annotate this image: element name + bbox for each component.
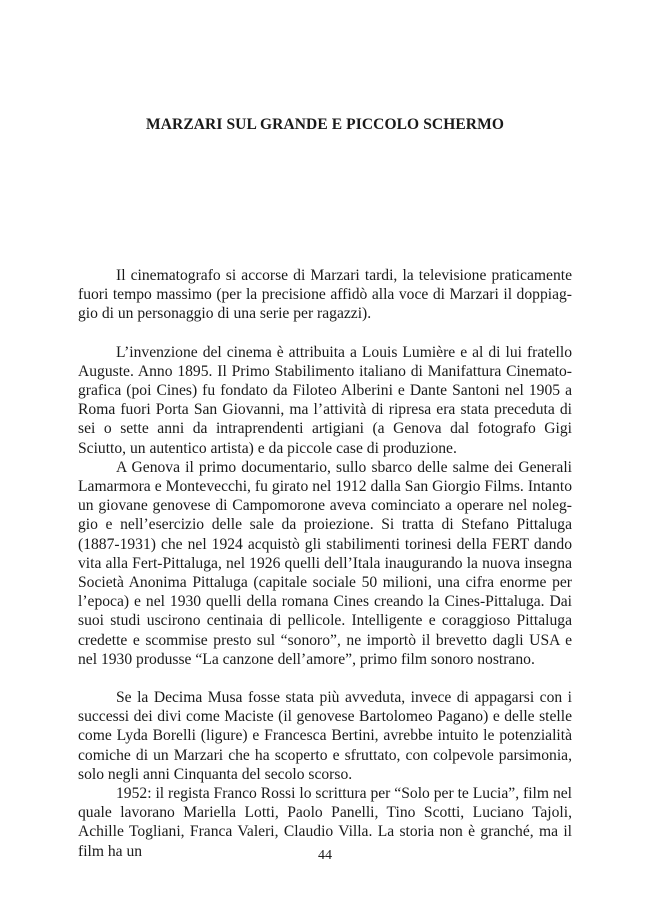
paragraph-intro: Il cinematografo si accorse di Marzari tardi, la televisione praticamente fuori tempo massimo (per la precisione affidò alla voce di Marzari il doppiaggio di un personaggio di una serie per ragazzi). — [78, 267, 572, 323]
paragraph-invention: L’invenzione del cinema è attribuita a Louis Lumière e al di lui fratello Auguste. Anno 1895. Il Primo Stabilimento italiano di Manifattura Cinematografica (poi Cines) fu fondato da Filoteo Alberini e Dante Santoni nel 1905 a Roma fuori Porta San Giovanni, ma l’attività di ripresa era stata preceduta di sei o sette anni da intraprendenti artigiani (a Genova dal fotografo Gigi Sciutto, un autentico artista) e da piccole case di produzione. — [78, 343, 572, 457]
paragraph-1952: 1952: il regista Franco Rossi lo scrittura per “Solo per te Lucia”, film nel quale lavorano Mariella Lotti, Paolo Panelli, Tino Scotti, Luciano Tajoli, Achille Togliani, Franca Valeri, Claudio Villa. La storia non è granché, ma il film ha un — [78, 785, 572, 860]
paragraph-decima-musa: Se la Decima Musa fosse stata più avveduta, invece di appagarsi con i successi dei divi come Maciste (il genovese Bartolomeo Pagano) e delle stelle come Lyda Borelli (ligure) e Francesca Bertini, avrebbe intuito le potenzialità comiche di un Marzari che ha scoperto e sfruttato, con colpevole parsimonia, solo negli anni Cinquanta del secolo scorso. — [78, 689, 572, 783]
page-number: 44 — [318, 848, 332, 863]
chapter-title: MARZARI SUL GRANDE E PICCOLO SCHERMO — [146, 116, 504, 133]
paragraph-genova: A Genova il primo documentario, sullo sbarco delle salme dei Generali Lamarmora e Montevecchi, fu girato nel 1912 dalla San Giorgio Films. Intanto un giovane genovese di Campomorone aveva cominciato a operare nel noleggio e nell’esercizio delle sale da proiezione. Si tratta di Stefano Pittaluga (1887-1931) che nel 1924 acquistò gli stabilimenti torinesi della FERT dando vita alla Fert-Pittaluga, nel 1926 quelli dell’Itala inaugurando la nuova insegna Società Anonima Pittaluga (capitale sociale 50 milioni, una cifra enorme per l’epoca) e nel 1930 quelli della romana Cines creando la Cines-Pittaluga. Dai suoi studi uscirono centinaia di pellicole. Intelligente e coraggioso Pittaluga credette e scommise presto sul “sonoro”, ne importò il brevetto dagli USA e nel 1930 produsse “La canzone dell’amore”, primo film sonoro nostrano. — [78, 458, 572, 668]
body-text — [78, 266, 572, 861]
